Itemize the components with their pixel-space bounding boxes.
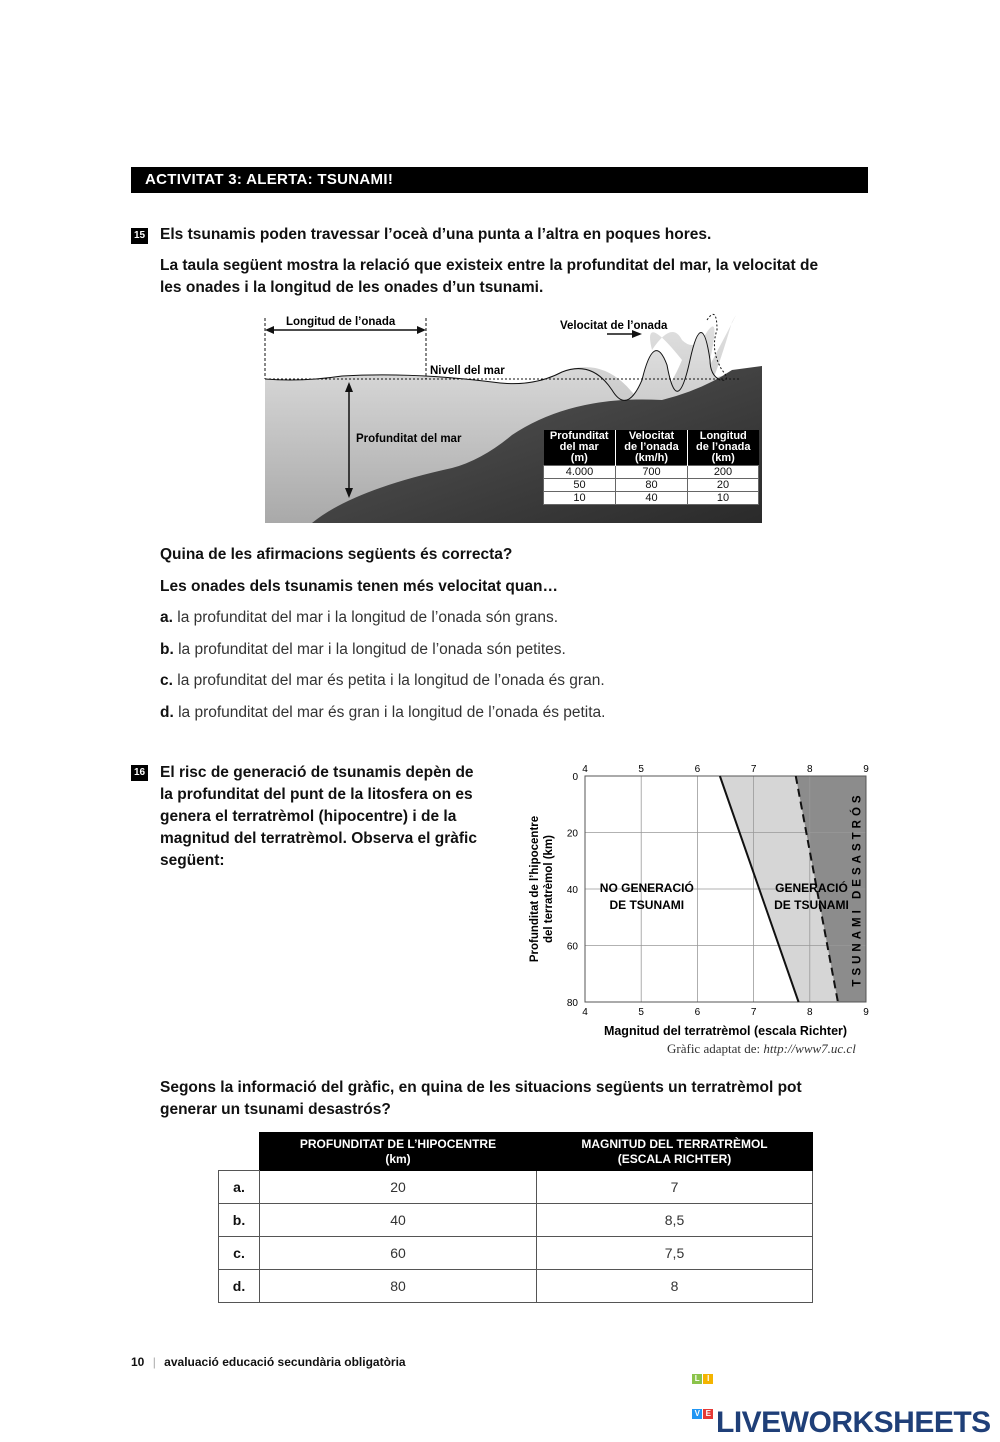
y-tick-label: 40 [566,885,578,896]
y-tick-label: 80 [566,998,578,1009]
option-row-b[interactable]: b. 40 8,5 [219,1204,813,1237]
region-label: DE TSUNAMI [609,897,685,912]
x-tick-label: 5 [638,1007,644,1018]
x-tick-label-top: 5 [638,764,644,775]
question-prompt: Quina de les afirmacions següents és correcta? [160,546,513,563]
x-tick-label-top: 8 [807,764,813,775]
question-line: Segons la informació del gràfic, en quina de les situacions següents un terratrèmol pot [160,1079,802,1096]
wave-speed-label: Velocitat de l’onada [560,320,668,332]
liveworksheets-logo: L I V E LIVEWORKSHEETS [692,1374,991,1440]
x-tick-label: 4 [582,1007,588,1018]
y-tick-label: 20 [566,828,578,840]
question-number-badge: 15 [131,228,148,244]
y-axis-label: Profunditat de l’hipocentre [529,815,541,963]
y-axis-label: del terratrèmol (km) [543,834,555,944]
region-label: NO GENERACIÓ [599,880,694,895]
activity-header: ACTIVITAT 3: ALERTA: TSUNAMI! [131,167,868,193]
option-a[interactable]: a. la profunditat del mar i la longitud de l’onada són grans. [160,609,559,626]
intro-line: La taula següent mostra la relació que existeix entre la profunditat del mar, la velocitat de [160,257,819,274]
question-line: generar un tsunami desastrós? [160,1101,391,1118]
option-d[interactable]: d. la profunditat del mar és gran i la longitud de l’onada és petita. [160,704,606,721]
x-tick-label: 9 [863,1007,869,1018]
x-tick-label-top: 7 [750,764,757,775]
table-row: 4.000 700 200 [544,466,759,479]
logo-icon: L I V E [692,1374,714,1396]
region-label: DE TSUNAMI [774,897,849,912]
question-stem: Les onades dels tsunamis tenen més velocitat quan… [160,578,558,595]
option-row-c[interactable]: c. 60 7,5 [219,1237,813,1270]
x-tick-label-top: 4 [582,764,588,775]
option-c[interactable]: c. la profunditat del mar és petita i la longitud de l’onada és gran. [160,672,605,689]
question-title: Els tsunamis poden travessar l’oceà d’una punta a l’altra en poques hores. [160,226,712,243]
option-row-d[interactable]: d. 80 8 [219,1270,813,1303]
page-footer: 10 | avaluació educació secundària obligatòria [131,1355,406,1369]
region-label-vertical: TSUNAMI DESASTRÓS [851,791,864,987]
wave-length-label: Longitud de l’onada [286,316,396,328]
x-axis-label: Magnitud del terratrèmol (escala Richter) [603,1024,848,1038]
x-tick-label-top: 6 [694,764,701,775]
sea-level-label: Nivell del mar [430,365,505,377]
tsunami-risk-chart [520,755,880,1065]
wave-data-table: Profunditat del mar (m) Velocitat de l’onada (km/h) Longitud de l’onada (km) 4.000 700 200 50 80 20 10 40 10 [543,430,759,505]
option-b[interactable]: b. la profunditat del mar i la longitud de l’onada són petites. [160,641,566,658]
chart-source: Gràfic adaptat de: http://www7.uc.cl [667,1041,856,1056]
x-tick-label: 6 [694,1007,701,1018]
answer-table: PROFUNDITAT DE L’HIPOCENTRE (km) MAGNITUD DEL TERRATRÈMOL (ESCALA RICHTER) a. 20 7 b. 40 8,5 c. 60 7,5 d. 80 8 [218,1132,813,1303]
question-text: El risc de generació de tsunamis depèn de la profunditat del punt de la litosfera on es genera el terratrèmol (hipocentre) i de la magnitud del terratrèmol. Observa el gràfic següent: [160,764,477,869]
intro-line: les onades i la longitud de les onades d’un tsunami. [160,279,544,296]
region-label: GENERACIÓ [775,880,848,895]
question-number-badge: 16 [131,765,148,781]
table-row: 10 40 10 [544,492,759,505]
x-tick-label: 7 [750,1007,757,1018]
table-row: 50 80 20 [544,479,759,492]
x-tick-label: 8 [807,1007,813,1018]
y-tick-label: 0 [572,772,578,783]
option-row-a[interactable]: a. 20 7 [219,1171,813,1204]
y-tick-label: 60 [566,941,578,953]
sea-depth-label: Profunditat del mar [356,433,462,445]
x-tick-label-top: 9 [863,764,869,775]
